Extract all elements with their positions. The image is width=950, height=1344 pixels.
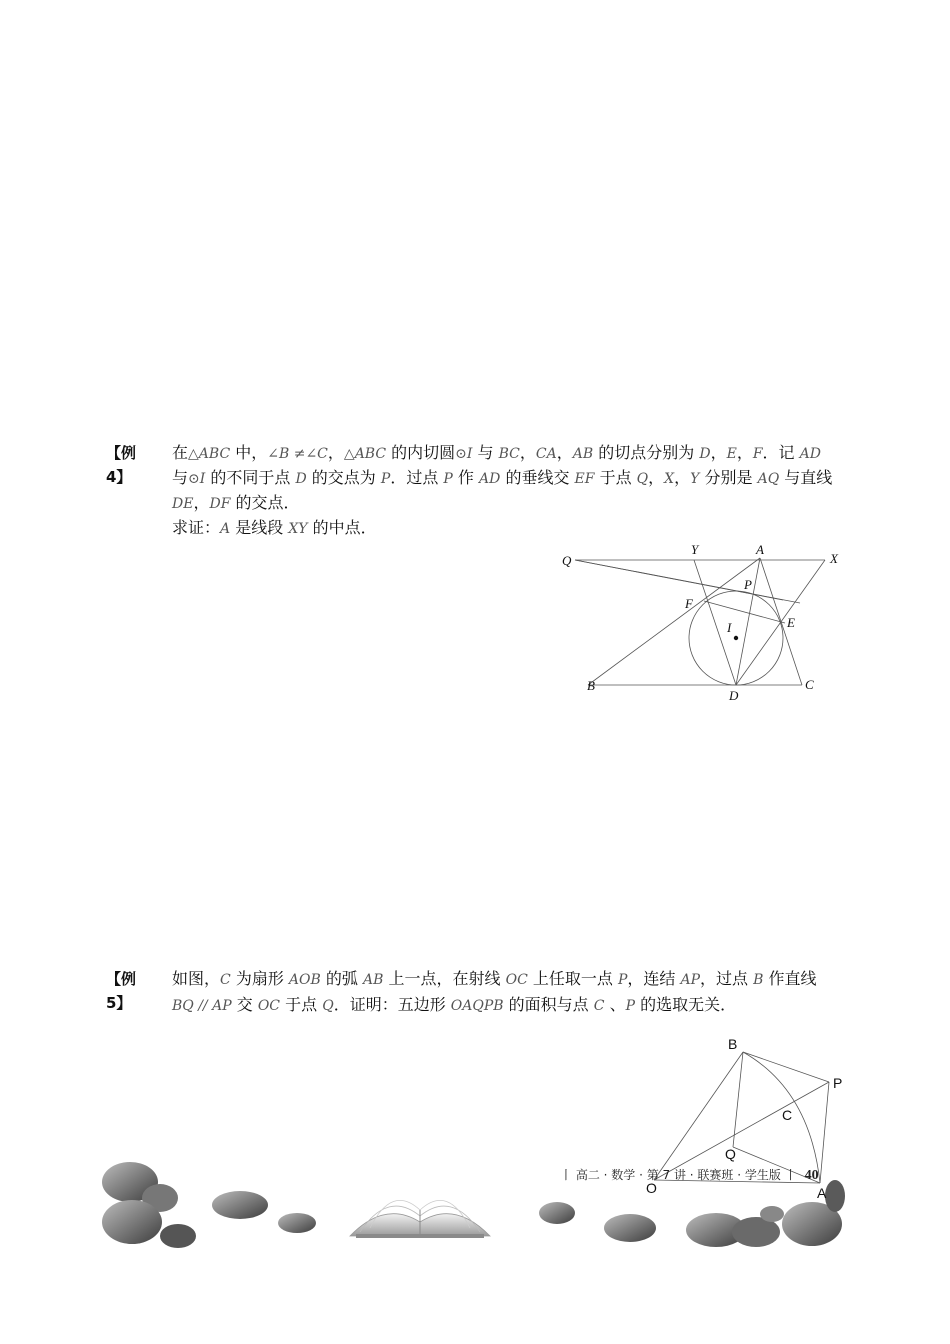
text-run: ， (736, 443, 753, 462)
text-run: ，连结 (627, 969, 681, 988)
leaf-cluster-left-icon (102, 1162, 316, 1248)
text-run: ， (710, 443, 727, 462)
text-run: 为扇形 (230, 969, 289, 988)
math-expression: AD (479, 471, 501, 487)
fig4-label-p: P (744, 577, 752, 592)
text-run: 上一点，在射线 (383, 969, 506, 988)
text-run: ， (556, 443, 573, 462)
text-run: ， (674, 468, 691, 487)
fig4-label-y: Y (691, 542, 699, 557)
math-expression: B (753, 972, 764, 988)
math-expression: F (752, 446, 763, 462)
example-5-tag: 【例5】 (106, 970, 137, 1012)
fig4-label-q: Q (562, 553, 572, 568)
text-run: 在 (172, 443, 189, 462)
text-run: ， (327, 443, 344, 462)
math-expression: DE (172, 496, 194, 512)
fig4-label-a: A (756, 542, 764, 557)
text-run: 的不同于点 (205, 468, 296, 487)
text-run: ，过点 (700, 969, 754, 988)
math-expression: Q (322, 998, 334, 1014)
text-run: 上任取一点 (527, 969, 618, 988)
math-expression: AD (799, 446, 821, 462)
math-expression: P (617, 972, 628, 988)
math-expression: AOB (288, 972, 321, 988)
math-expression: P (443, 471, 453, 487)
text-run: 的切点分别为 (593, 443, 700, 462)
math-expression: ∠B ≠∠C (267, 446, 328, 462)
math-expression: OC (257, 998, 281, 1014)
open-book-icon (350, 1200, 490, 1238)
text-run: 的面积与点 (503, 995, 594, 1014)
math-expression: A (220, 521, 231, 537)
fig5-label-b: B (728, 1036, 738, 1052)
text-run: ．证明：五边形 (333, 995, 451, 1014)
text-run: ， (519, 443, 536, 462)
text-run: 于点 (594, 468, 637, 487)
fig5-label-a: A (817, 1185, 827, 1201)
text-run: 求证： (172, 518, 221, 537)
math-expression: AQ (757, 471, 780, 487)
math-expression: XY (288, 521, 308, 537)
math-expression: E (726, 446, 737, 462)
math-expression: X (664, 471, 675, 487)
page-number: 40 (804, 1168, 819, 1183)
fig5-label-q: Q (725, 1146, 736, 1162)
math-expression: AB (363, 972, 384, 988)
text-run: 是线段 (230, 518, 289, 537)
math-expression: Y (690, 471, 700, 487)
math-expression: △ABC (188, 446, 231, 462)
text-run: ， (648, 468, 665, 487)
text-run: 的弧 (320, 969, 363, 988)
text-run: 如图， (172, 969, 221, 988)
fig4-label-e: E (787, 615, 795, 630)
fig4-label-d: D (729, 688, 739, 703)
math-expression: DF (209, 496, 231, 512)
math-expression: ⊙I (455, 446, 473, 462)
math-expression: ⊙I (188, 471, 206, 487)
text-run: 分别是 (699, 468, 758, 487)
text-run: 的内切圆 (386, 443, 456, 462)
fig4-label-f: F (685, 596, 693, 611)
fig4-label-c: C (805, 677, 814, 692)
text-run: 作 (452, 468, 480, 487)
math-expression: OC (505, 972, 528, 988)
text-run: 作直线 (763, 969, 817, 988)
text-run: 与 (472, 443, 499, 462)
fig5-label-p: P (833, 1075, 843, 1091)
footer-course-info: 丨 高二 · 数学 · 第 7 讲 · 联赛班 · 学生版 丨 (560, 1168, 797, 1182)
page-footer (560, 1166, 819, 1184)
example-4-tag: 【例4】 (106, 444, 137, 486)
text-run: 的选取无关． (635, 995, 737, 1014)
math-expression: P (380, 471, 391, 487)
math-expression: BC (498, 446, 520, 462)
text-run: 与直线 (779, 468, 833, 487)
fig4-label-b: B (587, 678, 595, 693)
math-expression: EF (574, 471, 595, 487)
math-expression: AB (572, 446, 594, 462)
fig4-label-x: X (830, 551, 838, 566)
math-expression: △ABC (343, 446, 387, 462)
math-expression: P (625, 998, 635, 1014)
fig5-label-c: C (782, 1107, 793, 1123)
math-expression: C (593, 998, 605, 1014)
text-run: ．过点 (390, 468, 444, 487)
text-run: 交 (231, 995, 258, 1014)
text-run: 的交点． (230, 493, 300, 512)
text-run: ．记 (762, 443, 800, 462)
text-run: 中， (230, 443, 268, 462)
math-expression: BQ // AP (172, 998, 232, 1014)
math-expression: CA (535, 446, 557, 462)
math-expression: D (699, 446, 711, 462)
text-run: 、 (604, 995, 626, 1014)
math-expression: C (220, 972, 231, 988)
math-expression: OAQPB (450, 998, 504, 1014)
math-expression: AP (680, 972, 701, 988)
fig5-label-o: O (646, 1180, 657, 1196)
text-run: 与 (172, 468, 189, 487)
math-expression: Q (636, 471, 649, 487)
text-run: 的垂线交 (500, 468, 575, 487)
text-run: ， (193, 493, 210, 512)
fig4-label-i: I (727, 620, 732, 635)
text-run: 于点 (280, 995, 323, 1014)
math-expression: D (295, 471, 307, 487)
text-run: 的中点． (307, 518, 377, 537)
text-run: 的交点为 (306, 468, 381, 487)
